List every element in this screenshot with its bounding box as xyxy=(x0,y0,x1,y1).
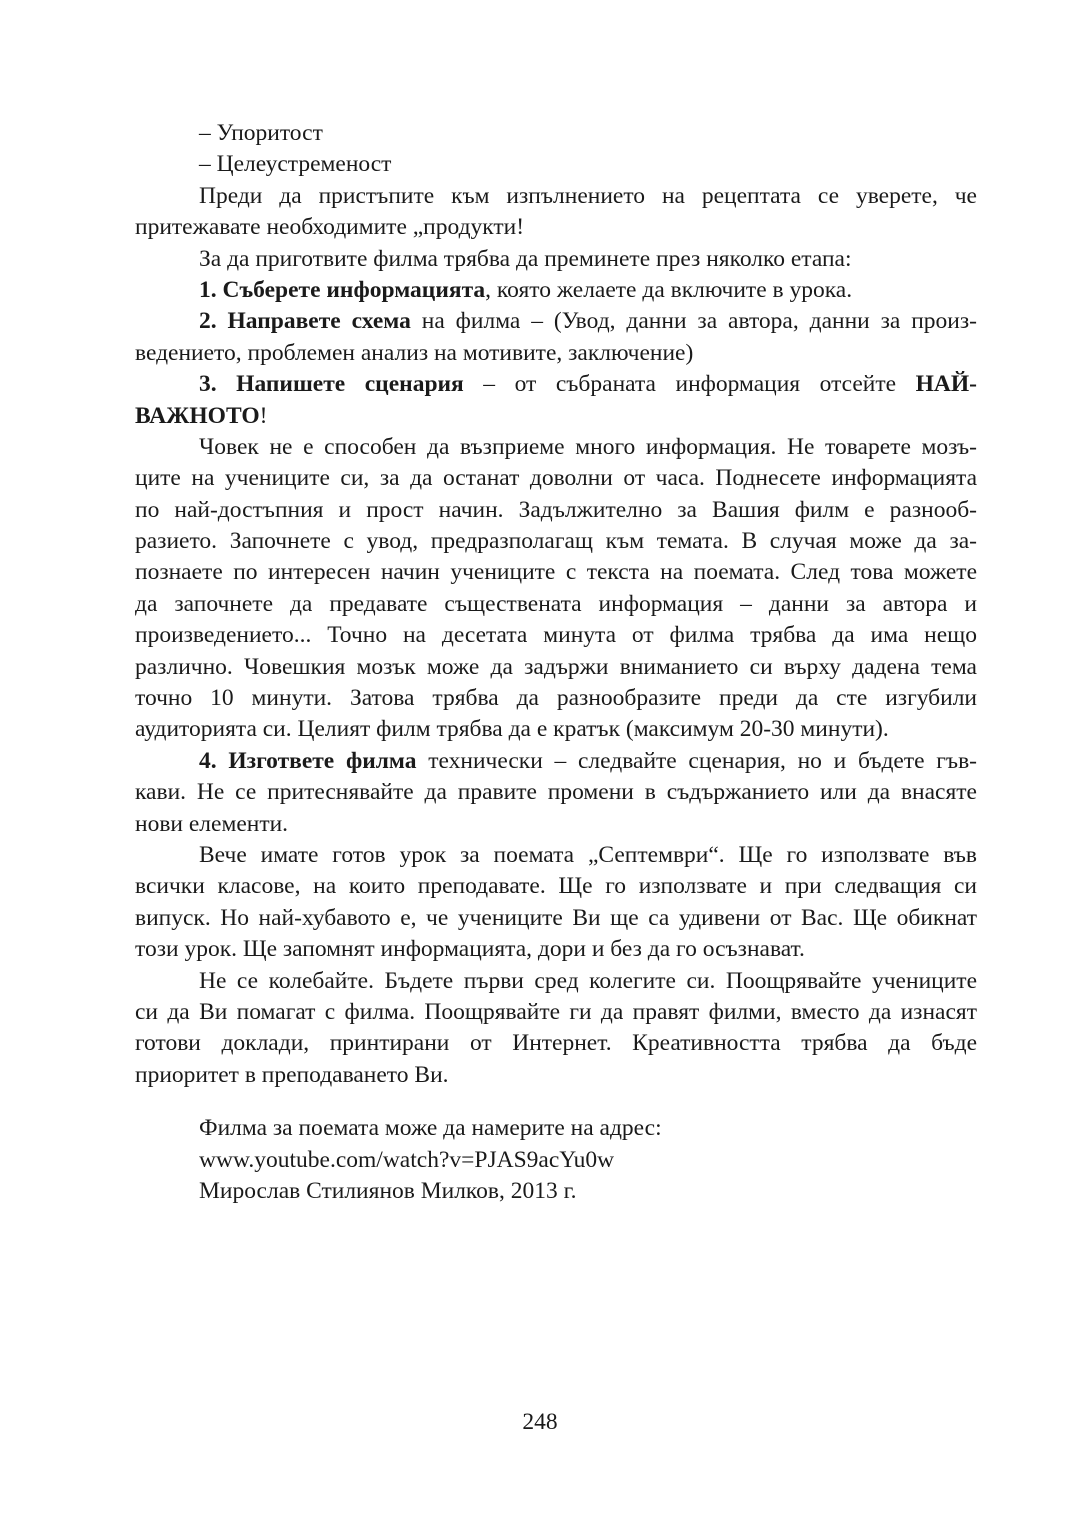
paragraph-line: Човек не е способен да възприеме много информация. Не товарете мозъ- xyxy=(199,433,977,460)
paragraph-line: точно 10 минути. Затова трябва да разнообразите преди да сте изгубили xyxy=(135,685,977,712)
paragraph-line: притежавате необходимите „продукти! xyxy=(135,214,525,241)
step-1-heading: 1. Съберете информацията xyxy=(199,276,486,303)
paragraph-line: всички класове, на които преподавате. Ще го използвате и при следващия си xyxy=(135,873,977,900)
step-2-text: на филма – (Увод, данни за автора, данни за произ- xyxy=(410,308,977,335)
paragraph-line: готови доклади, принтирани от Интернет. Креативността трябва да бъде xyxy=(135,1030,977,1057)
step-4-heading: 4. Изгответе филма xyxy=(199,747,417,774)
step-3-heading: 3. Напишете сценария xyxy=(199,371,464,398)
paragraph-line: този урок. Ще запомнят информацията, дори и без да го осъзнават. xyxy=(135,936,805,963)
film-url-link[interactable]: www.youtube.com/watch?v=PJAS9acYu0w xyxy=(199,1146,615,1173)
paragraph-line: ците на учениците си, за да останат доволни от часа. Поднесете информацията xyxy=(135,465,977,492)
page-number: 248 xyxy=(522,1409,558,1435)
step-2 xyxy=(135,306,977,337)
paragraph-line: познаете по интересен начин учениците с текста на поемата. След това можете xyxy=(135,559,977,586)
footer-note-line: Филма за поемата може да намерите на адрес: xyxy=(199,1115,662,1142)
paragraph-line: аудиторията си. Целият филм трябва да е кратък (максимум 20-30 минути). xyxy=(135,716,889,743)
paragraph-line: разието. Започнете с увод, предразполагащ към темата. В случая може да за- xyxy=(135,528,977,555)
step-3-emphasis: ВАЖНОТО xyxy=(135,402,260,429)
page-body xyxy=(135,118,977,1207)
list-item: – Упоритост xyxy=(199,120,323,146)
paragraph-line: За да приготвите филма трябва да преминете през няколко етапа: xyxy=(199,245,852,272)
paragraph-line: випуск. Но най-хубавото е, че учениците Ви ще са удивени от Вас. Ще обикнат xyxy=(135,904,977,931)
author-credit: Мирослав Стилиянов Милков, 2013 г. xyxy=(199,1177,577,1204)
paragraph-line: си да Ви помагат с филма. Поощрявайте ги да правят филми, вместо да изнасят xyxy=(135,998,977,1025)
paragraph-line: Преди да пристъпите към изпълнението на рецептата се уверете, че xyxy=(199,182,977,209)
list-item: – Целеустременост xyxy=(199,151,392,178)
step-1-text: , която желаете да включите в урока. xyxy=(485,276,853,303)
step-3 xyxy=(135,369,977,400)
step-4 xyxy=(135,746,977,777)
paragraph-line: Вече имате готов урок за поемата „Септември“. Ще го използвате във xyxy=(199,841,977,868)
paragraph-line: приоритет в преподаването Ви. xyxy=(135,1061,449,1088)
step-3-text: – от събраната информация отсейте xyxy=(463,371,916,398)
paragraph-line: ведението, проблемен анализ на мотивите, заключение) xyxy=(135,339,694,366)
paragraph-line: нови елементи. xyxy=(135,810,289,837)
paragraph-text: ! xyxy=(259,402,268,429)
paragraph-line: да започнете да предавате съществената информация – данни за автора и xyxy=(135,590,977,617)
step-4-text: технически – следвайте сценария, но и бъдете гъв- xyxy=(416,747,977,774)
step-3-line-2 xyxy=(135,401,977,432)
paragraph-line: Не се колебайте. Бъдете първи сред колегите си. Поощрявайте учениците xyxy=(199,967,977,994)
paragraph-line: произведението... Точно на десетата минута от филма трябва да има нещо xyxy=(135,622,977,649)
step-2-heading: 2. Направете схема xyxy=(199,308,411,335)
paragraph-line: различно. Човешкия мозък може да задържи вниманието си върху дадена тема xyxy=(135,653,977,680)
spacer xyxy=(135,1091,977,1113)
step-3-emphasis: НАЙ- xyxy=(915,371,977,398)
paragraph-line: кави. Не се притеснявайте да правите промени в съдържанието или да внасяте xyxy=(135,779,977,806)
paragraph-line: по най-достъпния и прост начин. Задължително за Вашия филм е разнооб- xyxy=(135,496,977,523)
step-1 xyxy=(135,275,977,306)
